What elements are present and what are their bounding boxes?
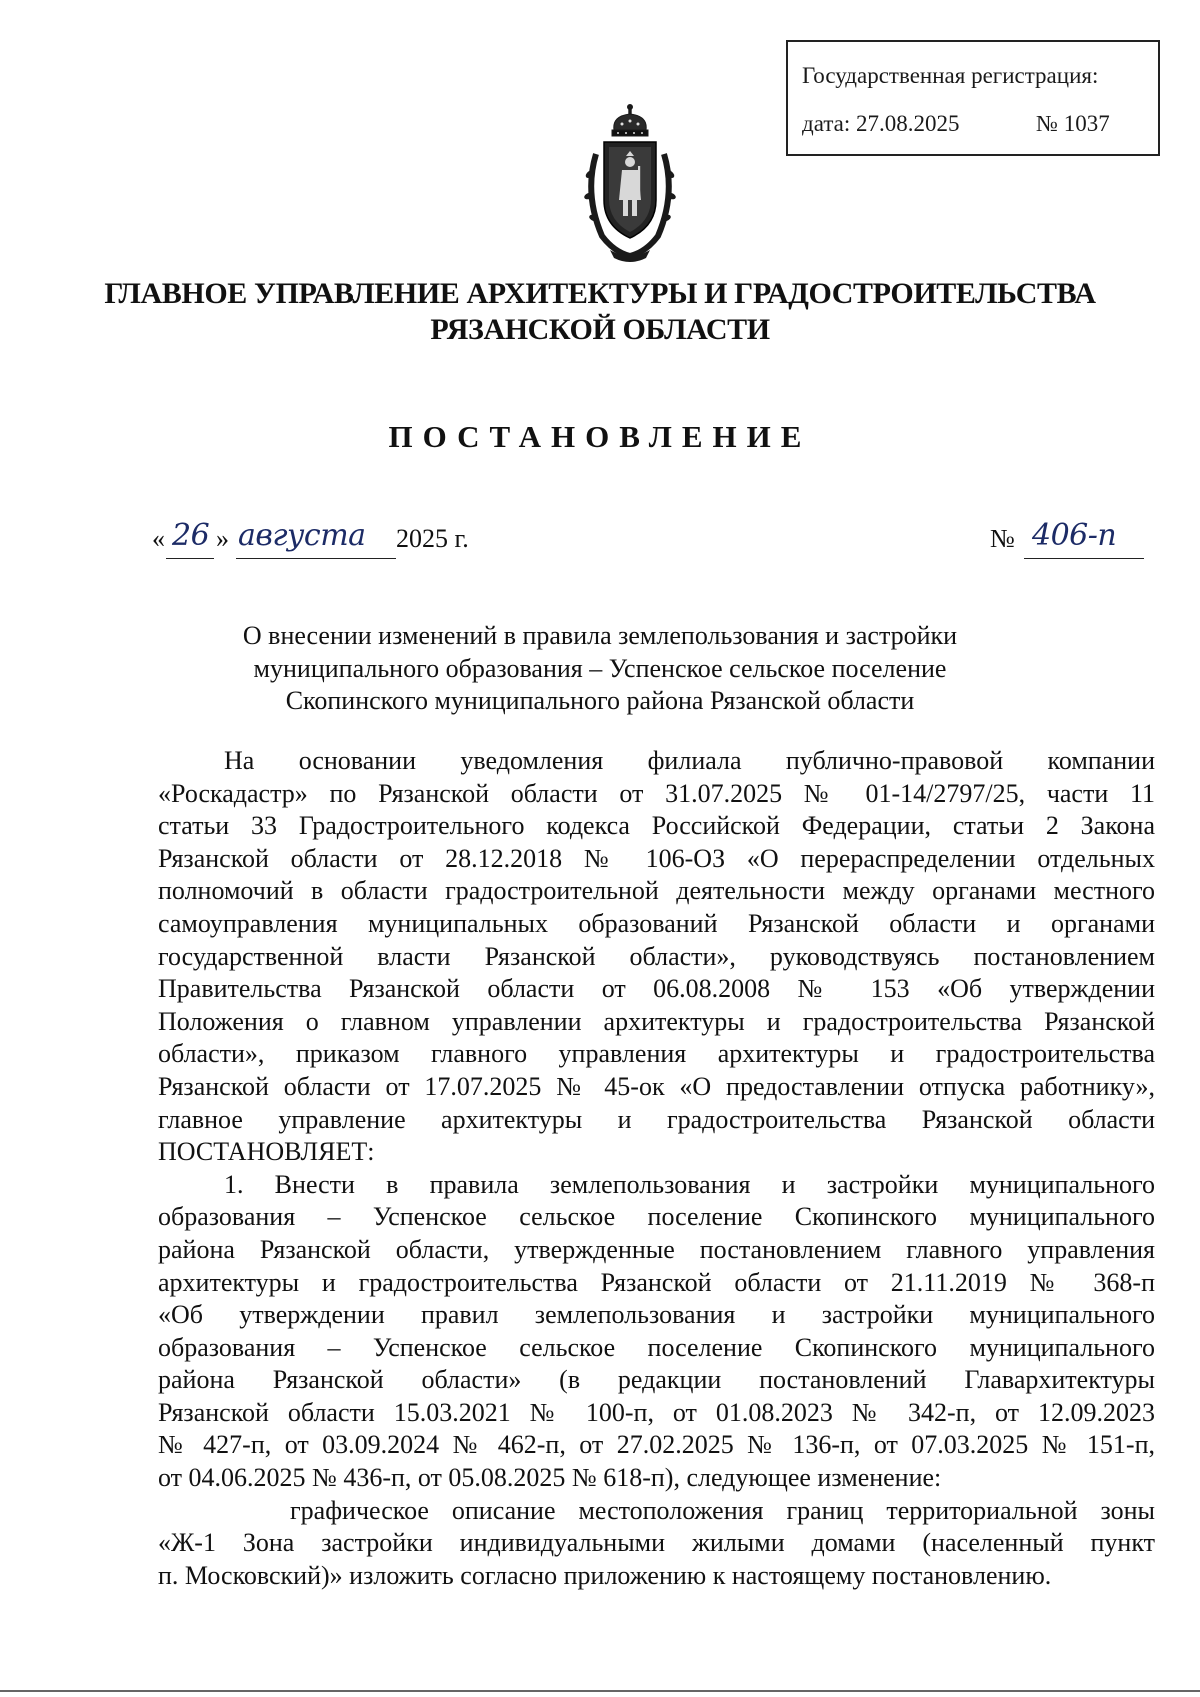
clause-1-line: образования – Успенское сельское поселение Скопинского муниципального <box>158 1332 1155 1362</box>
subject-line: О внесении изменений в правила землепользования и застройки <box>242 621 958 650</box>
amendment-line: графическое описание местоположения границ территориальной зоны <box>290 1495 1155 1525</box>
body-paragraph-line: государственной власти Рязанской области», руководствуясь постановлением <box>158 941 1155 971</box>
body-paragraph-line: статьи 33 Градостроительного кодекса Российской Федерации, статьи 2 Закона <box>158 811 1155 841</box>
amendment-line: п. Московский)» изложить согласно приложению к настоящему постановлению. <box>158 1560 1052 1590</box>
body-paragraph-line: Рязанской области от 28.12.2018 № 106-ОЗ «О перераспределении отдельных <box>158 843 1155 873</box>
organization-title-line-2: РЯЗАНСКОЙ ОБЛАСТИ <box>430 313 770 346</box>
date-year: 2025 г. <box>396 524 469 553</box>
body-paragraph-line: Положения о главном управлении архитектуры и градостроительства Рязанской <box>158 1006 1155 1036</box>
clause-1-line: 1. Внести в правила землепользования и застройки муниципального <box>224 1169 1155 1199</box>
registration-date: дата: 27.08.2025 <box>802 111 960 136</box>
body-paragraph-line: Рязанской области от 17.07.2025 № 45-ок «О предоставлении отпуска работнику», <box>158 1071 1155 1101</box>
resolves-keyword: ПОСТАНОВЛЯЕТ: <box>158 1137 375 1167</box>
clause-1-line: Рязанской области 15.03.2021 № 100-п, от 01.08.2023 № 342-п, от 12.09.2023 <box>158 1397 1155 1427</box>
registration-number: № 1037 <box>1036 111 1110 136</box>
clause-1-line: района Рязанской области, утвержденные постановлением главного управления <box>158 1234 1155 1264</box>
decree-number-label: № <box>990 524 1015 553</box>
decree-body <box>158 745 1155 1592</box>
date-quote-open: « <box>152 524 165 553</box>
body-paragraph-line: самоуправления муниципальных образований Рязанской области и органами <box>158 908 1155 938</box>
date-month-field <box>236 518 396 559</box>
clause-1-line: от 04.06.2025 № 436-п, от 05.08.2025 № 618-п), следующее изменение: <box>158 1463 942 1493</box>
document-type-title: ПОСТАНОВЛЕНИЕ <box>388 419 812 454</box>
ryazan-coat-of-arms-icon <box>580 104 680 264</box>
amendment-line: «Ж-1 Зона застройки индивидуальными жилыми домами (населенный пункт <box>158 1528 1155 1558</box>
decree-number-handwritten: 406-п <box>1032 518 1117 553</box>
registration-stamp-box <box>786 40 1160 156</box>
clause-1-line: «Об утверждении правил землепользования и застройки муниципального <box>158 1300 1155 1330</box>
date-day-field <box>166 518 214 559</box>
body-paragraph-line: области», приказом главного управления архитектуры и градостроительства <box>158 1039 1155 1069</box>
decree-number-field <box>1024 518 1144 559</box>
subject-line: муниципального образования – Успенское сельское поселение <box>253 653 947 683</box>
body-paragraph-line: «Роскадастр» по Рязанской области от 31.07.2025 № 01-14/2797/25, части 11 <box>158 778 1155 808</box>
clause-1-line: архитектуры и градостроительства Рязанской области от 21.11.2019 № 368-п <box>158 1267 1155 1297</box>
decree-subject <box>200 620 1000 718</box>
organization-title-line-1: ГЛАВНОЕ УПРАВЛЕНИЕ АРХИТЕКТУРЫ И ГРАДОСТРОИТЕЛЬСТВА <box>104 277 1096 310</box>
registration-title: Государственная регистрация: <box>802 63 1099 88</box>
date-month-handwritten: августа <box>238 518 366 553</box>
clause-1-line: № 427-п, от 03.09.2024 № 462-п, от 27.02.2025 № 136-п, от 07.03.2025 № 151-п, <box>158 1430 1155 1460</box>
page-bottom-rule <box>0 1690 1200 1692</box>
date-day-handwritten: 26 <box>172 518 210 553</box>
body-paragraph-line: главное управление архитектуры и градостроительства Рязанской области <box>158 1104 1155 1134</box>
date-quote-close: » <box>216 524 229 553</box>
body-paragraph-line: полномочий в области градостроительной деятельности между органами местного <box>158 876 1155 906</box>
subject-line: Скопинского муниципального района Рязанской области <box>285 686 915 715</box>
clause-1-line: района Рязанской области» (в редакции постановлений Главархитектуры <box>158 1365 1155 1395</box>
body-paragraph-line: Правительства Рязанской области от 06.08.2008 № 153 «Об утверждении <box>158 974 1155 1004</box>
body-paragraph-line: На основании уведомления филиала публично-правовой компании <box>224 746 1155 775</box>
clause-1-line: образования – Успенское сельское поселение Скопинского муниципального <box>158 1202 1155 1232</box>
